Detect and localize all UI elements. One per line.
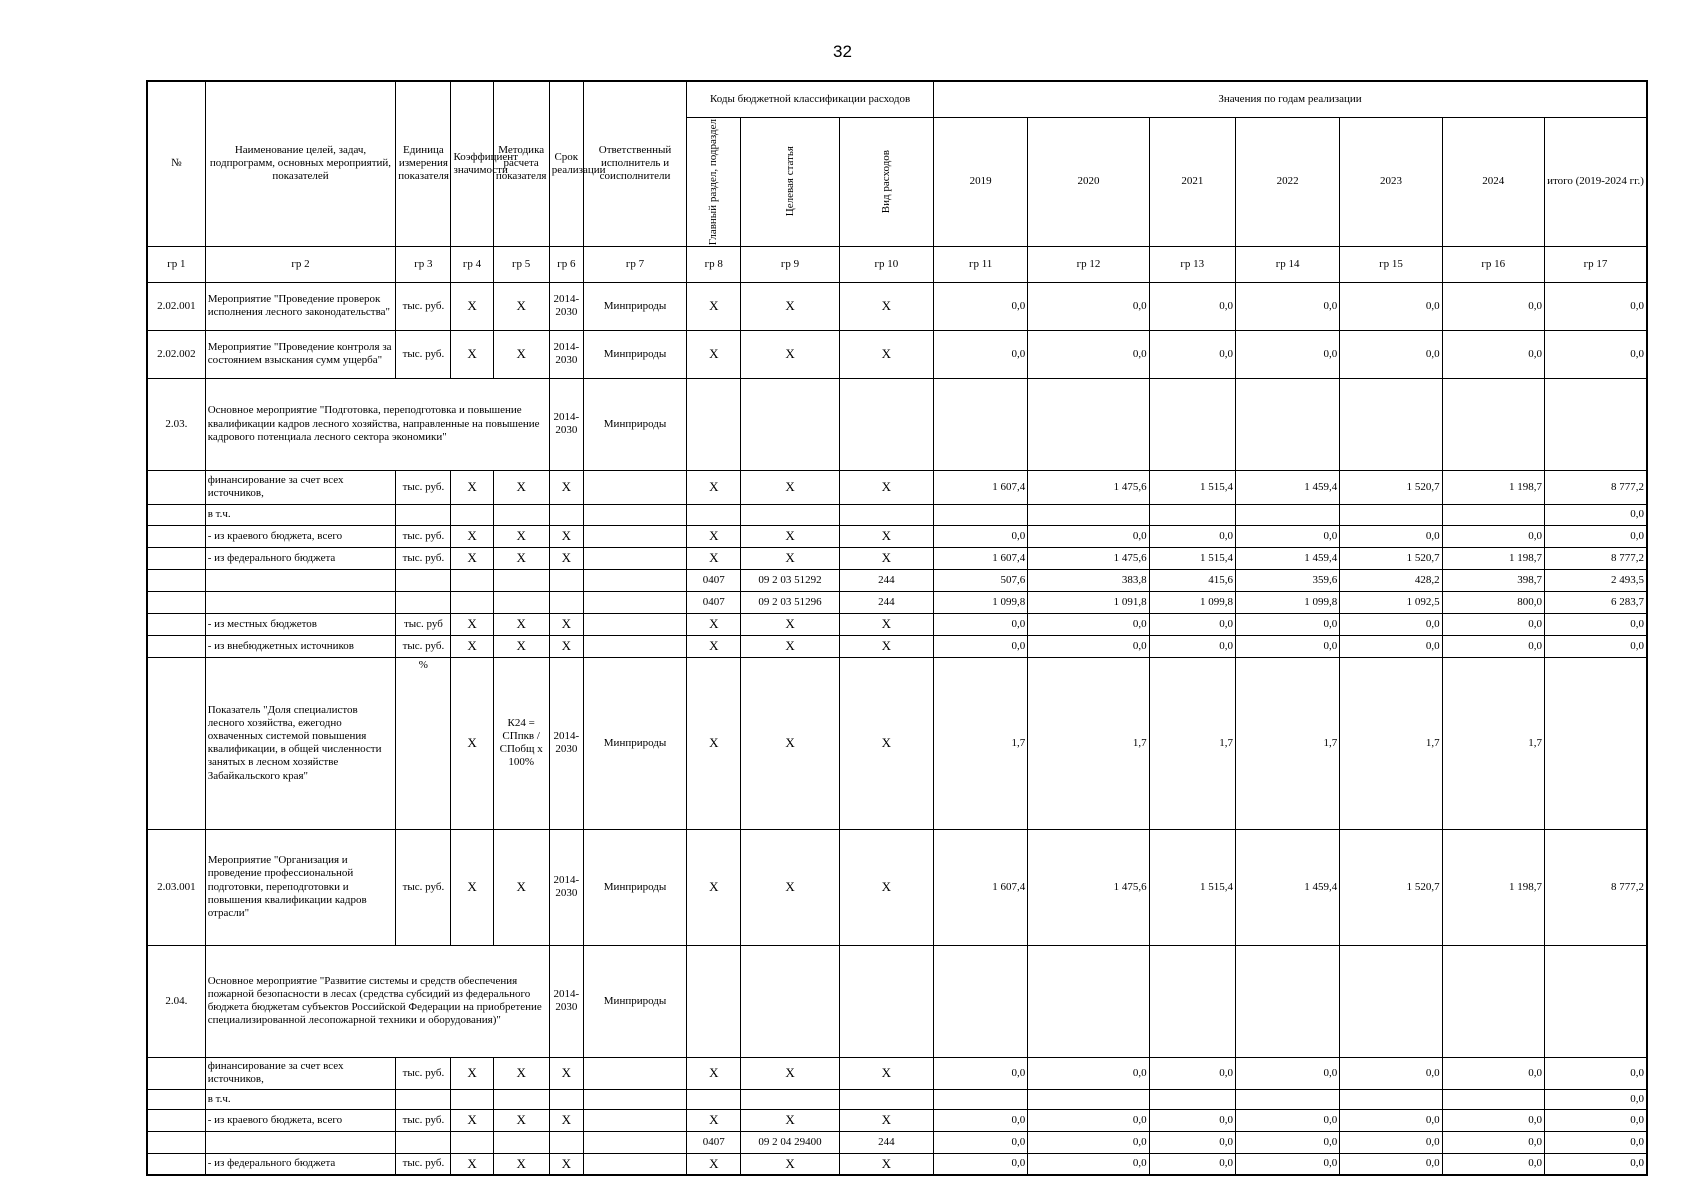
row-executor: Минприроды (583, 282, 686, 330)
value-2019: 0,0 (933, 635, 1027, 657)
row-term: X (549, 1109, 583, 1131)
value-total: 8 777,2 (1544, 547, 1647, 569)
value-2024: 0,0 (1442, 1057, 1544, 1089)
row-term: X (549, 525, 583, 547)
value-2021: 0,0 (1149, 1153, 1235, 1175)
row-method: X (493, 1057, 549, 1089)
row-unit: % (396, 657, 451, 829)
header-year-2020: 2020 (1028, 117, 1149, 246)
row-name: Основное мероприятие "Подготовка, переподготовка и повышение квалификации кадров лесного хозяйства, направленные на повышение кадрового потенциала лесного сектора экономики" (205, 378, 549, 470)
value-2020: 0,0 (1028, 1057, 1149, 1089)
row-executor: Минприроды (583, 330, 686, 378)
gr-label: гр 17 (1544, 246, 1647, 282)
value-2024: 1,7 (1442, 657, 1544, 829)
row-code-type: X (839, 1153, 933, 1175)
header-year-2024: 2024 (1442, 117, 1544, 246)
row-name: в т.ч. (205, 504, 396, 525)
row-coef: X (451, 1057, 493, 1089)
table-row (147, 1131, 1647, 1153)
row-code-article: 09 2 04 29400 (741, 1131, 839, 1153)
row-coef: X (451, 547, 493, 569)
header-budget-codes: Коды бюджетной классификации расходов (687, 81, 934, 117)
row-term: X (549, 1057, 583, 1089)
value-2024: 398,7 (1442, 569, 1544, 591)
row-unit: тыс. руб. (396, 1153, 451, 1175)
gr-label: гр 8 (687, 246, 741, 282)
row-code-article: X (741, 470, 839, 504)
value-2020: 383,8 (1028, 569, 1149, 591)
value-2023: 0,0 (1340, 1153, 1442, 1175)
row-coef: X (451, 829, 493, 945)
row-unit: тыс. руб. (396, 1057, 451, 1089)
method-line: К24 = (507, 716, 535, 729)
row-term: 2014-2030 (549, 282, 583, 330)
value-2022: 1 099,8 (1235, 591, 1339, 613)
row-code-section: X (687, 525, 741, 547)
value-2022: 0,0 (1235, 1057, 1339, 1089)
value-2024: 0,0 (1442, 330, 1544, 378)
row-code-section: X (687, 1057, 741, 1089)
header-year-2021: 2021 (1149, 117, 1235, 246)
table-row (147, 378, 1647, 470)
value-2022: 1 459,4 (1235, 547, 1339, 569)
row-code-type: X (839, 829, 933, 945)
row-code-section: X (687, 829, 741, 945)
row-name: Мероприятие "Организация и проведение профессиональной подготовки, переподготовки и повышения квалификации кадров отрасли" (205, 829, 396, 945)
value-2023: 0,0 (1340, 613, 1442, 635)
table-row (147, 1089, 1647, 1109)
value-total: 0,0 (1544, 330, 1647, 378)
value-2022: 0,0 (1235, 1109, 1339, 1131)
row-unit: тыс. руб. (396, 470, 451, 504)
value-2020: 0,0 (1028, 1153, 1149, 1175)
row-code-type: X (839, 547, 933, 569)
row-code-article: X (741, 635, 839, 657)
header-unit: Единица измерения показателя (396, 81, 451, 246)
table-row (147, 829, 1647, 945)
value-2019: 0,0 (933, 1131, 1027, 1153)
row-number: 2.02.001 (147, 282, 205, 330)
value-2022: 0,0 (1235, 613, 1339, 635)
table-row (147, 1153, 1647, 1175)
gr-label: гр 4 (451, 246, 493, 282)
value-2019: 1 099,8 (933, 591, 1027, 613)
header-code-article: Целевая статья (741, 117, 839, 246)
row-method: X (493, 1109, 549, 1131)
row-executor: Минприроды (583, 829, 686, 945)
table-row (147, 470, 1647, 504)
row-code-type: X (839, 525, 933, 547)
row-name: - из местных бюджетов (205, 613, 396, 635)
row-method: X (493, 282, 549, 330)
value-2021: 1 515,4 (1149, 547, 1235, 569)
value-2023: 0,0 (1340, 282, 1442, 330)
value-2019: 1 607,4 (933, 470, 1027, 504)
row-code-type: X (839, 470, 933, 504)
header-name: Наименование целей, задач, подпрограмм, основных мероприятий, показателей (205, 81, 396, 246)
value-2021: 0,0 (1149, 282, 1235, 330)
value-total: 0,0 (1544, 282, 1647, 330)
row-coef: X (451, 657, 493, 829)
value-2021: 0,0 (1149, 525, 1235, 547)
value-2020: 0,0 (1028, 525, 1149, 547)
value-2023: 0,0 (1340, 1057, 1442, 1089)
value-2023: 0,0 (1340, 525, 1442, 547)
value-2021: 1 099,8 (1149, 591, 1235, 613)
header-term: Срок реализации (549, 81, 583, 246)
row-term: 2014-2030 (549, 330, 583, 378)
row-name: Показатель "Доля специалистов лесного хозяйства, ежегодно охваченных системой повышения квалификации, в общей численности занятых в лесном хозяйстве Забайкальского края" (205, 657, 396, 829)
row-term: X (549, 470, 583, 504)
row-name: финансирование за счет всех источников, (205, 1057, 396, 1089)
gr-label: гр 9 (741, 246, 839, 282)
value-2023: 0,0 (1340, 330, 1442, 378)
gr-label: гр 3 (396, 246, 451, 282)
row-method: X (493, 470, 549, 504)
row-code-section: X (687, 330, 741, 378)
row-term: X (549, 635, 583, 657)
value-2022: 0,0 (1235, 1153, 1339, 1175)
row-method: X (493, 829, 549, 945)
row-code-section: X (687, 613, 741, 635)
row-code-section: 0407 (687, 591, 741, 613)
header-no: № (147, 81, 205, 246)
row-number: 2.02.002 (147, 330, 205, 378)
row-code-article: X (741, 829, 839, 945)
row-code-section: 0407 (687, 569, 741, 591)
value-total: 0,0 (1544, 635, 1647, 657)
table-row (147, 657, 1647, 829)
value-2020: 1 475,6 (1028, 829, 1149, 945)
value-2024: 0,0 (1442, 1109, 1544, 1131)
value-total: 0,0 (1544, 1131, 1647, 1153)
row-executor: Минприроды (583, 378, 686, 470)
value-2019: 0,0 (933, 525, 1027, 547)
row-code-article: X (741, 613, 839, 635)
value-2024: 0,0 (1442, 282, 1544, 330)
value-2024: 0,0 (1442, 635, 1544, 657)
value-2021: 0,0 (1149, 613, 1235, 635)
row-coef: X (451, 635, 493, 657)
row-executor: Минприроды (583, 657, 686, 829)
row-number: 2.03. (147, 378, 205, 470)
value-2019: 1 607,4 (933, 829, 1027, 945)
row-code-section: X (687, 635, 741, 657)
row-code-article: X (741, 330, 839, 378)
table-row (147, 525, 1647, 547)
row-name: - из внебюджетных источников (205, 635, 396, 657)
row-name: Основное мероприятие "Развитие системы и средств обеспечения пожарной безопасности в лесах (средства субсидий из федерального бюджета бюджетам субъектов Российской Федерации на приобретение специализированной лесопожарной техники и оборудования)" (205, 945, 549, 1057)
row-name: Мероприятие "Проведение проверок исполнения лесного законодательства" (205, 282, 396, 330)
row-coef: X (451, 525, 493, 547)
value-total: 0,0 (1544, 1109, 1647, 1131)
value-2024: 0,0 (1442, 613, 1544, 635)
row-name: - из федерального бюджета (205, 1153, 396, 1175)
row-coef: X (451, 613, 493, 635)
table-row (147, 282, 1647, 330)
gr-label: гр 15 (1340, 246, 1442, 282)
table-row (147, 569, 1647, 591)
header-year-2023: 2023 (1340, 117, 1442, 246)
header-year-2019: 2019 (933, 117, 1027, 246)
gr-label: гр 11 (933, 246, 1027, 282)
value-total: 0,0 (1544, 613, 1647, 635)
value-total: 0,0 (1544, 504, 1647, 525)
value-2022: 0,0 (1235, 330, 1339, 378)
value-2022: 1 459,4 (1235, 470, 1339, 504)
row-code-article: X (741, 657, 839, 829)
row-coef: X (451, 1153, 493, 1175)
value-2019: 507,6 (933, 569, 1027, 591)
row-code-type: X (839, 330, 933, 378)
row-code-type: X (839, 613, 933, 635)
row-unit: тыс. руб. (396, 635, 451, 657)
value-2020: 0,0 (1028, 1131, 1149, 1153)
value-2023: 1,7 (1340, 657, 1442, 829)
value-2020: 1 475,6 (1028, 547, 1149, 569)
header-row-1 (147, 81, 1647, 117)
row-name: - из федерального бюджета (205, 547, 396, 569)
gr-label: гр 5 (493, 246, 549, 282)
table-row (147, 330, 1647, 378)
row-name: - из краевого бюджета, всего (205, 525, 396, 547)
row-name: - из краевого бюджета, всего (205, 1109, 396, 1131)
row-term: 2014-2030 (549, 657, 583, 829)
value-2022: 0,0 (1235, 282, 1339, 330)
value-2020: 0,0 (1028, 330, 1149, 378)
table-row (147, 945, 1647, 1057)
value-total: 6 283,7 (1544, 591, 1647, 613)
row-code-article: 09 2 03 51296 (741, 591, 839, 613)
row-code-section: 0407 (687, 1131, 741, 1153)
value-2024: 0,0 (1442, 525, 1544, 547)
value-2020: 0,0 (1028, 282, 1149, 330)
gr-label: гр 6 (549, 246, 583, 282)
value-2021: 0,0 (1149, 1109, 1235, 1131)
table-row (147, 504, 1647, 525)
budget-table (146, 80, 1648, 1176)
value-total: 2 493,5 (1544, 569, 1647, 591)
header-code-section: Главный раздел, подраздел (687, 117, 741, 246)
value-2020: 1,7 (1028, 657, 1149, 829)
value-2021: 0,0 (1149, 330, 1235, 378)
row-term: 2014-2030 (549, 829, 583, 945)
row-method (493, 657, 549, 829)
row-code-type: X (839, 1057, 933, 1089)
page-number: 32 (833, 42, 852, 61)
header-code-type: Вид расходов (839, 117, 933, 246)
gr-label: гр 7 (583, 246, 686, 282)
row-code-type: 244 (839, 569, 933, 591)
value-2024: 800,0 (1442, 591, 1544, 613)
row-method: X (493, 330, 549, 378)
value-total: 0,0 (1544, 1057, 1647, 1089)
value-2022: 1 459,4 (1235, 829, 1339, 945)
value-2020: 1 091,8 (1028, 591, 1149, 613)
row-code-type: 244 (839, 1131, 933, 1153)
value-2019: 0,0 (933, 330, 1027, 378)
row-code-type: X (839, 1109, 933, 1131)
row-code-type: X (839, 282, 933, 330)
row-method: X (493, 525, 549, 547)
value-2024: 0,0 (1442, 1153, 1544, 1175)
row-code-section: X (687, 547, 741, 569)
value-total: 0,0 (1544, 525, 1647, 547)
gr-label: гр 14 (1235, 246, 1339, 282)
row-number: 2.03.001 (147, 829, 205, 945)
value-2021: 0,0 (1149, 1131, 1235, 1153)
value-2021: 1 515,4 (1149, 470, 1235, 504)
row-term: X (549, 1153, 583, 1175)
row-name: в т.ч. (205, 1089, 396, 1109)
row-unit: тыс. руб. (396, 525, 451, 547)
value-2019: 0,0 (933, 1153, 1027, 1175)
row-unit: тыс. руб. (396, 829, 451, 945)
row-code-type: X (839, 657, 933, 829)
gr-label: гр 1 (147, 246, 205, 282)
value-2021: 415,6 (1149, 569, 1235, 591)
value-2020: 0,0 (1028, 1109, 1149, 1131)
table-row (147, 635, 1647, 657)
row-method: X (493, 547, 549, 569)
value-2024: 1 198,7 (1442, 547, 1544, 569)
gr-label: гр 12 (1028, 246, 1149, 282)
row-unit: тыс. руб. (396, 1109, 451, 1131)
value-2022: 1,7 (1235, 657, 1339, 829)
gr-label: гр 16 (1442, 246, 1544, 282)
value-total: 8 777,2 (1544, 829, 1647, 945)
table-row (147, 1109, 1647, 1131)
table-row (147, 547, 1647, 569)
row-code-section: X (687, 1153, 741, 1175)
row-code-article: X (741, 1057, 839, 1089)
row-code-section: X (687, 1109, 741, 1131)
row-unit: тыс. руб (396, 613, 451, 635)
row-method: X (493, 635, 549, 657)
value-2019: 1 607,4 (933, 547, 1027, 569)
row-executor: Минприроды (583, 945, 686, 1057)
value-2019: 0,0 (933, 1109, 1027, 1131)
value-2024: 1 198,7 (1442, 470, 1544, 504)
value-2023: 1 520,7 (1340, 829, 1442, 945)
row-term: X (549, 613, 583, 635)
row-unit: тыс. руб. (396, 282, 451, 330)
header-values: Значения по годам реализации (933, 81, 1647, 117)
method-line: 100% (508, 756, 535, 769)
table-row (147, 1057, 1647, 1089)
table-row (147, 591, 1647, 613)
value-2024: 1 198,7 (1442, 829, 1544, 945)
row-code-section: X (687, 282, 741, 330)
row-name: финансирование за счет всех источников, (205, 470, 396, 504)
table-row (147, 613, 1647, 635)
header-total: итого (2019-2024 гг.) (1544, 117, 1647, 246)
row-code-section: X (687, 657, 741, 829)
row-code-type: X (839, 635, 933, 657)
row-coef: X (451, 470, 493, 504)
value-2019: 0,0 (933, 282, 1027, 330)
row-code-article: X (741, 282, 839, 330)
value-2024: 0,0 (1442, 1131, 1544, 1153)
value-2021: 1 515,4 (1149, 829, 1235, 945)
value-total: 8 777,2 (1544, 470, 1647, 504)
value-2023: 428,2 (1340, 569, 1442, 591)
row-code-article: X (741, 525, 839, 547)
header-executor: Ответственный исполнитель и соисполнители (583, 81, 686, 246)
value-2021: 0,0 (1149, 635, 1235, 657)
method-line: СПпкв / СПобщ х (499, 730, 543, 756)
value-2020: 0,0 (1028, 613, 1149, 635)
value-2019: 0,0 (933, 1057, 1027, 1089)
row-coef: X (451, 1109, 493, 1131)
row-term: X (549, 547, 583, 569)
value-2023: 0,0 (1340, 1131, 1442, 1153)
row-name: Мероприятие "Проведение контроля за состоянием взыскания сумм ущерба" (205, 330, 396, 378)
value-2022: 359,6 (1235, 569, 1339, 591)
value-2023: 1 520,7 (1340, 547, 1442, 569)
value-2021: 1,7 (1149, 657, 1235, 829)
gr-label: гр 10 (839, 246, 933, 282)
row-code-section: X (687, 470, 741, 504)
value-2022: 0,0 (1235, 1131, 1339, 1153)
value-2019: 1,7 (933, 657, 1027, 829)
value-2023: 0,0 (1340, 635, 1442, 657)
value-2023: 1 520,7 (1340, 470, 1442, 504)
row-method: X (493, 613, 549, 635)
row-coef: X (451, 282, 493, 330)
row-code-article: X (741, 1109, 839, 1131)
header-method: Методика расчета показателя (493, 81, 549, 246)
row-code-article: X (741, 1153, 839, 1175)
row-code-article: 09 2 03 51292 (741, 569, 839, 591)
value-2023: 1 092,5 (1340, 591, 1442, 613)
header-coef: Коэффициент значимости (451, 81, 493, 246)
header-gr-row (147, 246, 1647, 282)
row-method: X (493, 1153, 549, 1175)
row-unit: тыс. руб. (396, 547, 451, 569)
value-2020: 0,0 (1028, 635, 1149, 657)
gr-label: гр 13 (1149, 246, 1235, 282)
row-code-type: 244 (839, 591, 933, 613)
value-2022: 0,0 (1235, 525, 1339, 547)
value-2021: 0,0 (1149, 1057, 1235, 1089)
row-term: 2014-2030 (549, 378, 583, 470)
row-number: 2.04. (147, 945, 205, 1057)
value-2020: 1 475,6 (1028, 470, 1149, 504)
value-2023: 0,0 (1340, 1109, 1442, 1131)
gr-label: гр 2 (205, 246, 396, 282)
row-term: 2014-2030 (549, 945, 583, 1057)
header-year-2022: 2022 (1235, 117, 1339, 246)
value-total: 0,0 (1544, 1153, 1647, 1175)
value-2019: 0,0 (933, 613, 1027, 635)
value-total: 0,0 (1544, 1089, 1647, 1109)
row-coef: X (451, 330, 493, 378)
row-code-article: X (741, 547, 839, 569)
value-2022: 0,0 (1235, 635, 1339, 657)
row-unit: тыс. руб. (396, 330, 451, 378)
